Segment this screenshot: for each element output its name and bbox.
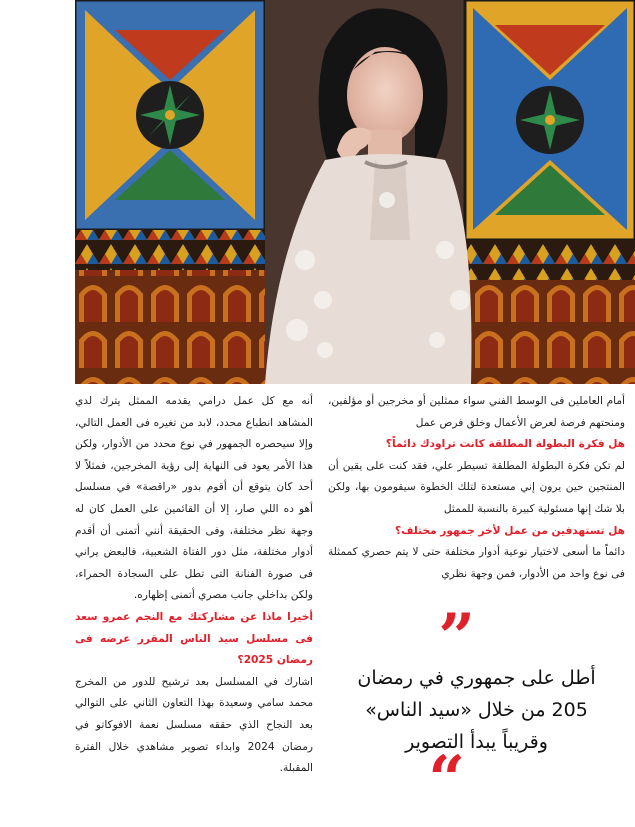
interview-answer: دائماً ما أسعى لاختيار نوعية أدوار مختلفة حتى لا يتم حصري كممثلة فى نوع واحد من الأدوار، فمن وجهة نظري xyxy=(328,546,625,580)
interview-question: أخيرا ماذا عن مشاركتك مع النجم عمرو سعد فى مسلسل سيد الناس المقرر عرضه فى رمضان 2025؟ xyxy=(75,610,313,667)
interview-answer: لم تكن فكرة البطولة المطلقة تسيطر علي، فقد كنت على يقين أن المنتجين حين يرون إني مستعدة لتلك الخطوة سيقومون بها، ولكن بلا شك إنها مسئولية كبيرة بالنسبة للممثل xyxy=(328,459,625,515)
interview-question: هل فكرة البطولة المطلقة كانت تراودك دائماً؟ xyxy=(385,438,625,451)
pull-quote xyxy=(328,600,625,817)
paragraph: أمام العاملين فى الوسط الفني سواء ممثلين أو مخرجين أو مؤلفين، ومنحتهم فرصة لعرض الأعمال وخلق فرص عمل xyxy=(328,395,625,429)
quote-open-mark: ” xyxy=(438,600,475,675)
pull-quote-line: وقريباً يبدأ التصوير xyxy=(405,731,548,753)
portrait-photo xyxy=(75,0,635,384)
paragraph: أنه مع كل عمل درامي يقدمه الممثل يترك لدي المشاهد انطباع محدد، لابد من تغيره فى العمل التالي، وإلا سيحصره الجمهور في نوع محدد من الأدوار، ولكن هذا الأمر يعود فى النهاية إلى رؤية المخرجين، فمثلاً لا أحد كان يتوقع أن أقوم بدور «راقصة» في مسلسل أهو ده اللي صار، إلا أن القائمين على العمل كان له وجهة نظر مختلفة، وفى الحقيقة أنني أتمنى أن أقدم أدوار مختلفة، مثل دور الفتاة الشعبية، فالبعض يراني فى صورة الفنانة التى تطل على السجادة الحمراء، ولكن بداخلي جانب مصري أتمنى إظهاره. xyxy=(75,395,313,602)
pull-quote-text xyxy=(328,662,625,758)
interview-question: هل تستهدفين من عمل لأخر جمهور مختلف؟ xyxy=(395,524,625,537)
quote-close-mark: “ xyxy=(428,742,465,817)
pull-quote-line: 205 من خلال «سيد الناس» xyxy=(365,699,588,721)
right-text-column xyxy=(328,391,625,585)
interview-answer: اشارك في المسلسل بعد ترشيح للدور من المخرج محمد سامي وسعيدة بهذا التعاون الثاني على التوالي بعد النجاح الذي حققه مسلسل نعمة الافوكاتو في رمضان 2024 وابداء تصوير مشاهدي خلال الفترة المقبلة. xyxy=(75,675,313,775)
pull-quote-line: أطل على جمهوري في رمضان xyxy=(357,667,596,689)
left-text-column xyxy=(75,391,313,780)
